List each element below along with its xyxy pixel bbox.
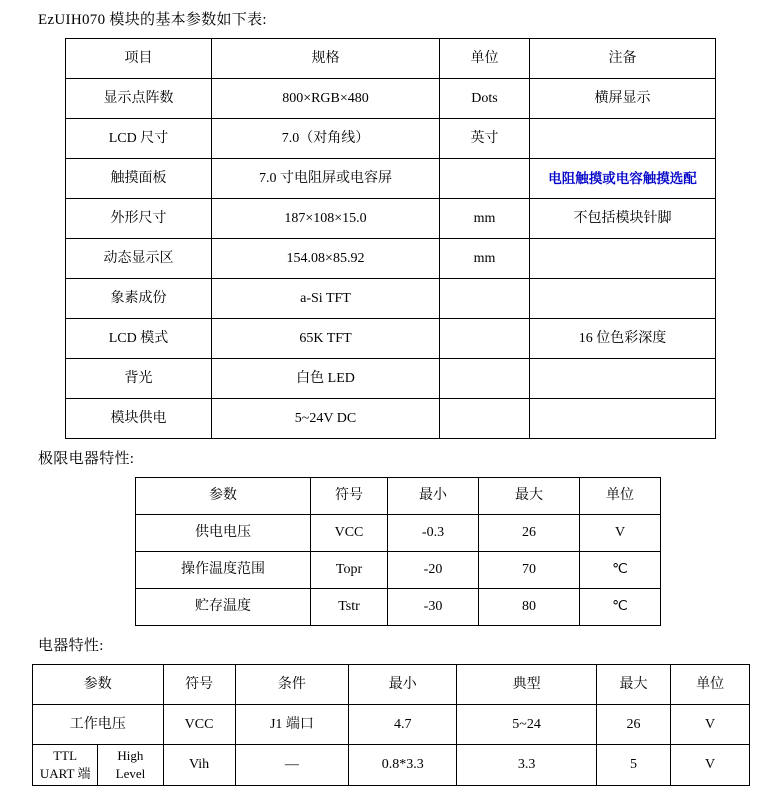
cell-spec: 7.0 寸电阻屏或电容屏	[212, 159, 440, 199]
table-row	[66, 119, 716, 159]
table-row	[136, 515, 661, 552]
cell-condition: J1 端口	[235, 705, 349, 745]
cell-unit	[440, 159, 530, 199]
column-header-max: 最大	[596, 665, 670, 705]
table-row	[33, 745, 750, 786]
table-row	[136, 552, 661, 589]
cell-unit	[440, 319, 530, 359]
table-row	[136, 589, 661, 626]
cell-symbol: Tstr	[311, 589, 388, 626]
cell-spec: a-Si TFT	[212, 279, 440, 319]
cell-min: -20	[388, 552, 479, 589]
cell-item: 模块供电	[66, 399, 212, 439]
column-header-unit: 单位	[671, 665, 750, 705]
basic-params-heading: EzUIH070 模块的基本参数如下表:	[38, 12, 267, 28]
column-header-spec: 规格	[212, 39, 440, 79]
cell-unit	[440, 279, 530, 319]
table-row	[33, 705, 750, 745]
cell-item: 象素成份	[66, 279, 212, 319]
cell-typ: 3.3	[457, 745, 597, 786]
cell-min: -0.3	[388, 515, 479, 552]
table-row	[66, 239, 716, 279]
cell-unit: Dots	[440, 79, 530, 119]
column-header-param: 参数	[136, 478, 311, 515]
cell-note	[530, 359, 716, 399]
table-row	[66, 79, 716, 119]
cell-item: LCD 模式	[66, 319, 212, 359]
cell-param: 工作电压	[33, 705, 164, 745]
cell-note: 不包括模块针脚	[530, 199, 716, 239]
cell-spec: 154.08×85.92	[212, 239, 440, 279]
column-header-min: 最小	[349, 665, 457, 705]
table-row	[66, 279, 716, 319]
electrical-heading: 电器特性:	[38, 638, 104, 654]
table-header-row	[33, 665, 750, 705]
cell-param: TTL UART 端	[33, 745, 98, 786]
cell-spec: 65K TFT	[212, 319, 440, 359]
cell-condition: —	[235, 745, 349, 786]
column-header-unit: 单位	[580, 478, 661, 515]
cell-spec: 7.0（对角线）	[212, 119, 440, 159]
cell-note	[530, 119, 716, 159]
cell-max: 80	[479, 589, 580, 626]
cell-min: 0.8*3.3	[349, 745, 457, 786]
cell-max: 70	[479, 552, 580, 589]
cell-unit: ℃	[580, 589, 661, 626]
electrical-characteristics-table	[32, 664, 750, 786]
column-header-symbol: 符号	[163, 665, 235, 705]
table-row	[66, 359, 716, 399]
cell-item: 显示点阵数	[66, 79, 212, 119]
column-header-condition: 条件	[235, 665, 349, 705]
cell-symbol: VCC	[163, 705, 235, 745]
table-row	[66, 399, 716, 439]
cell-item: 背光	[66, 359, 212, 399]
column-header-note: 注备	[530, 39, 716, 79]
column-header-typ: 典型	[457, 665, 597, 705]
column-header-symbol: 符号	[311, 478, 388, 515]
column-header-unit: 单位	[440, 39, 530, 79]
column-header-min: 最小	[388, 478, 479, 515]
cell-note: 16 位色彩深度	[530, 319, 716, 359]
cell-unit: mm	[440, 199, 530, 239]
cell-min: -30	[388, 589, 479, 626]
cell-spec: 5~24V DC	[212, 399, 440, 439]
column-header-max: 最大	[479, 478, 580, 515]
cell-symbol: Topr	[311, 552, 388, 589]
column-header-param: 参数	[33, 665, 164, 705]
cell-param-sub: High Level	[98, 745, 163, 786]
cell-spec: 白色 LED	[212, 359, 440, 399]
table-row	[66, 199, 716, 239]
cell-note	[530, 239, 716, 279]
cell-note: 横屏显示	[530, 79, 716, 119]
cell-typ: 5~24	[457, 705, 597, 745]
cell-note	[530, 399, 716, 439]
cell-symbol: Vih	[163, 745, 235, 786]
limits-heading: 极限电器特性:	[38, 451, 135, 467]
cell-param: 供电电压	[136, 515, 311, 552]
cell-unit: V	[671, 745, 750, 786]
cell-item: 动态显示区	[66, 239, 212, 279]
table-row	[66, 159, 716, 199]
cell-note	[530, 279, 716, 319]
cell-max: 26	[479, 515, 580, 552]
cell-param: 操作温度范围	[136, 552, 311, 589]
basic-parameters-table	[65, 38, 716, 439]
cell-unit: 英寸	[440, 119, 530, 159]
cell-min: 4.7	[349, 705, 457, 745]
cell-item: 触摸面板	[66, 159, 212, 199]
cell-unit: mm	[440, 239, 530, 279]
cell-max: 26	[596, 705, 670, 745]
column-header-item: 项目	[66, 39, 212, 79]
cell-item: LCD 尺寸	[66, 119, 212, 159]
cell-max: 5	[596, 745, 670, 786]
cell-unit	[440, 359, 530, 399]
cell-note-highlight: 电阻触摸或电容触摸选配	[530, 159, 716, 199]
cell-unit	[440, 399, 530, 439]
cell-item: 外形尺寸	[66, 199, 212, 239]
cell-spec: 800×RGB×480	[212, 79, 440, 119]
table-header-row	[136, 478, 661, 515]
table-header-row	[66, 39, 716, 79]
cell-param: 贮存温度	[136, 589, 311, 626]
table-row	[66, 319, 716, 359]
cell-unit: V	[580, 515, 661, 552]
cell-spec: 187×108×15.0	[212, 199, 440, 239]
cell-unit: ℃	[580, 552, 661, 589]
cell-symbol: VCC	[311, 515, 388, 552]
cell-unit: V	[671, 705, 750, 745]
limit-characteristics-table	[135, 477, 661, 626]
